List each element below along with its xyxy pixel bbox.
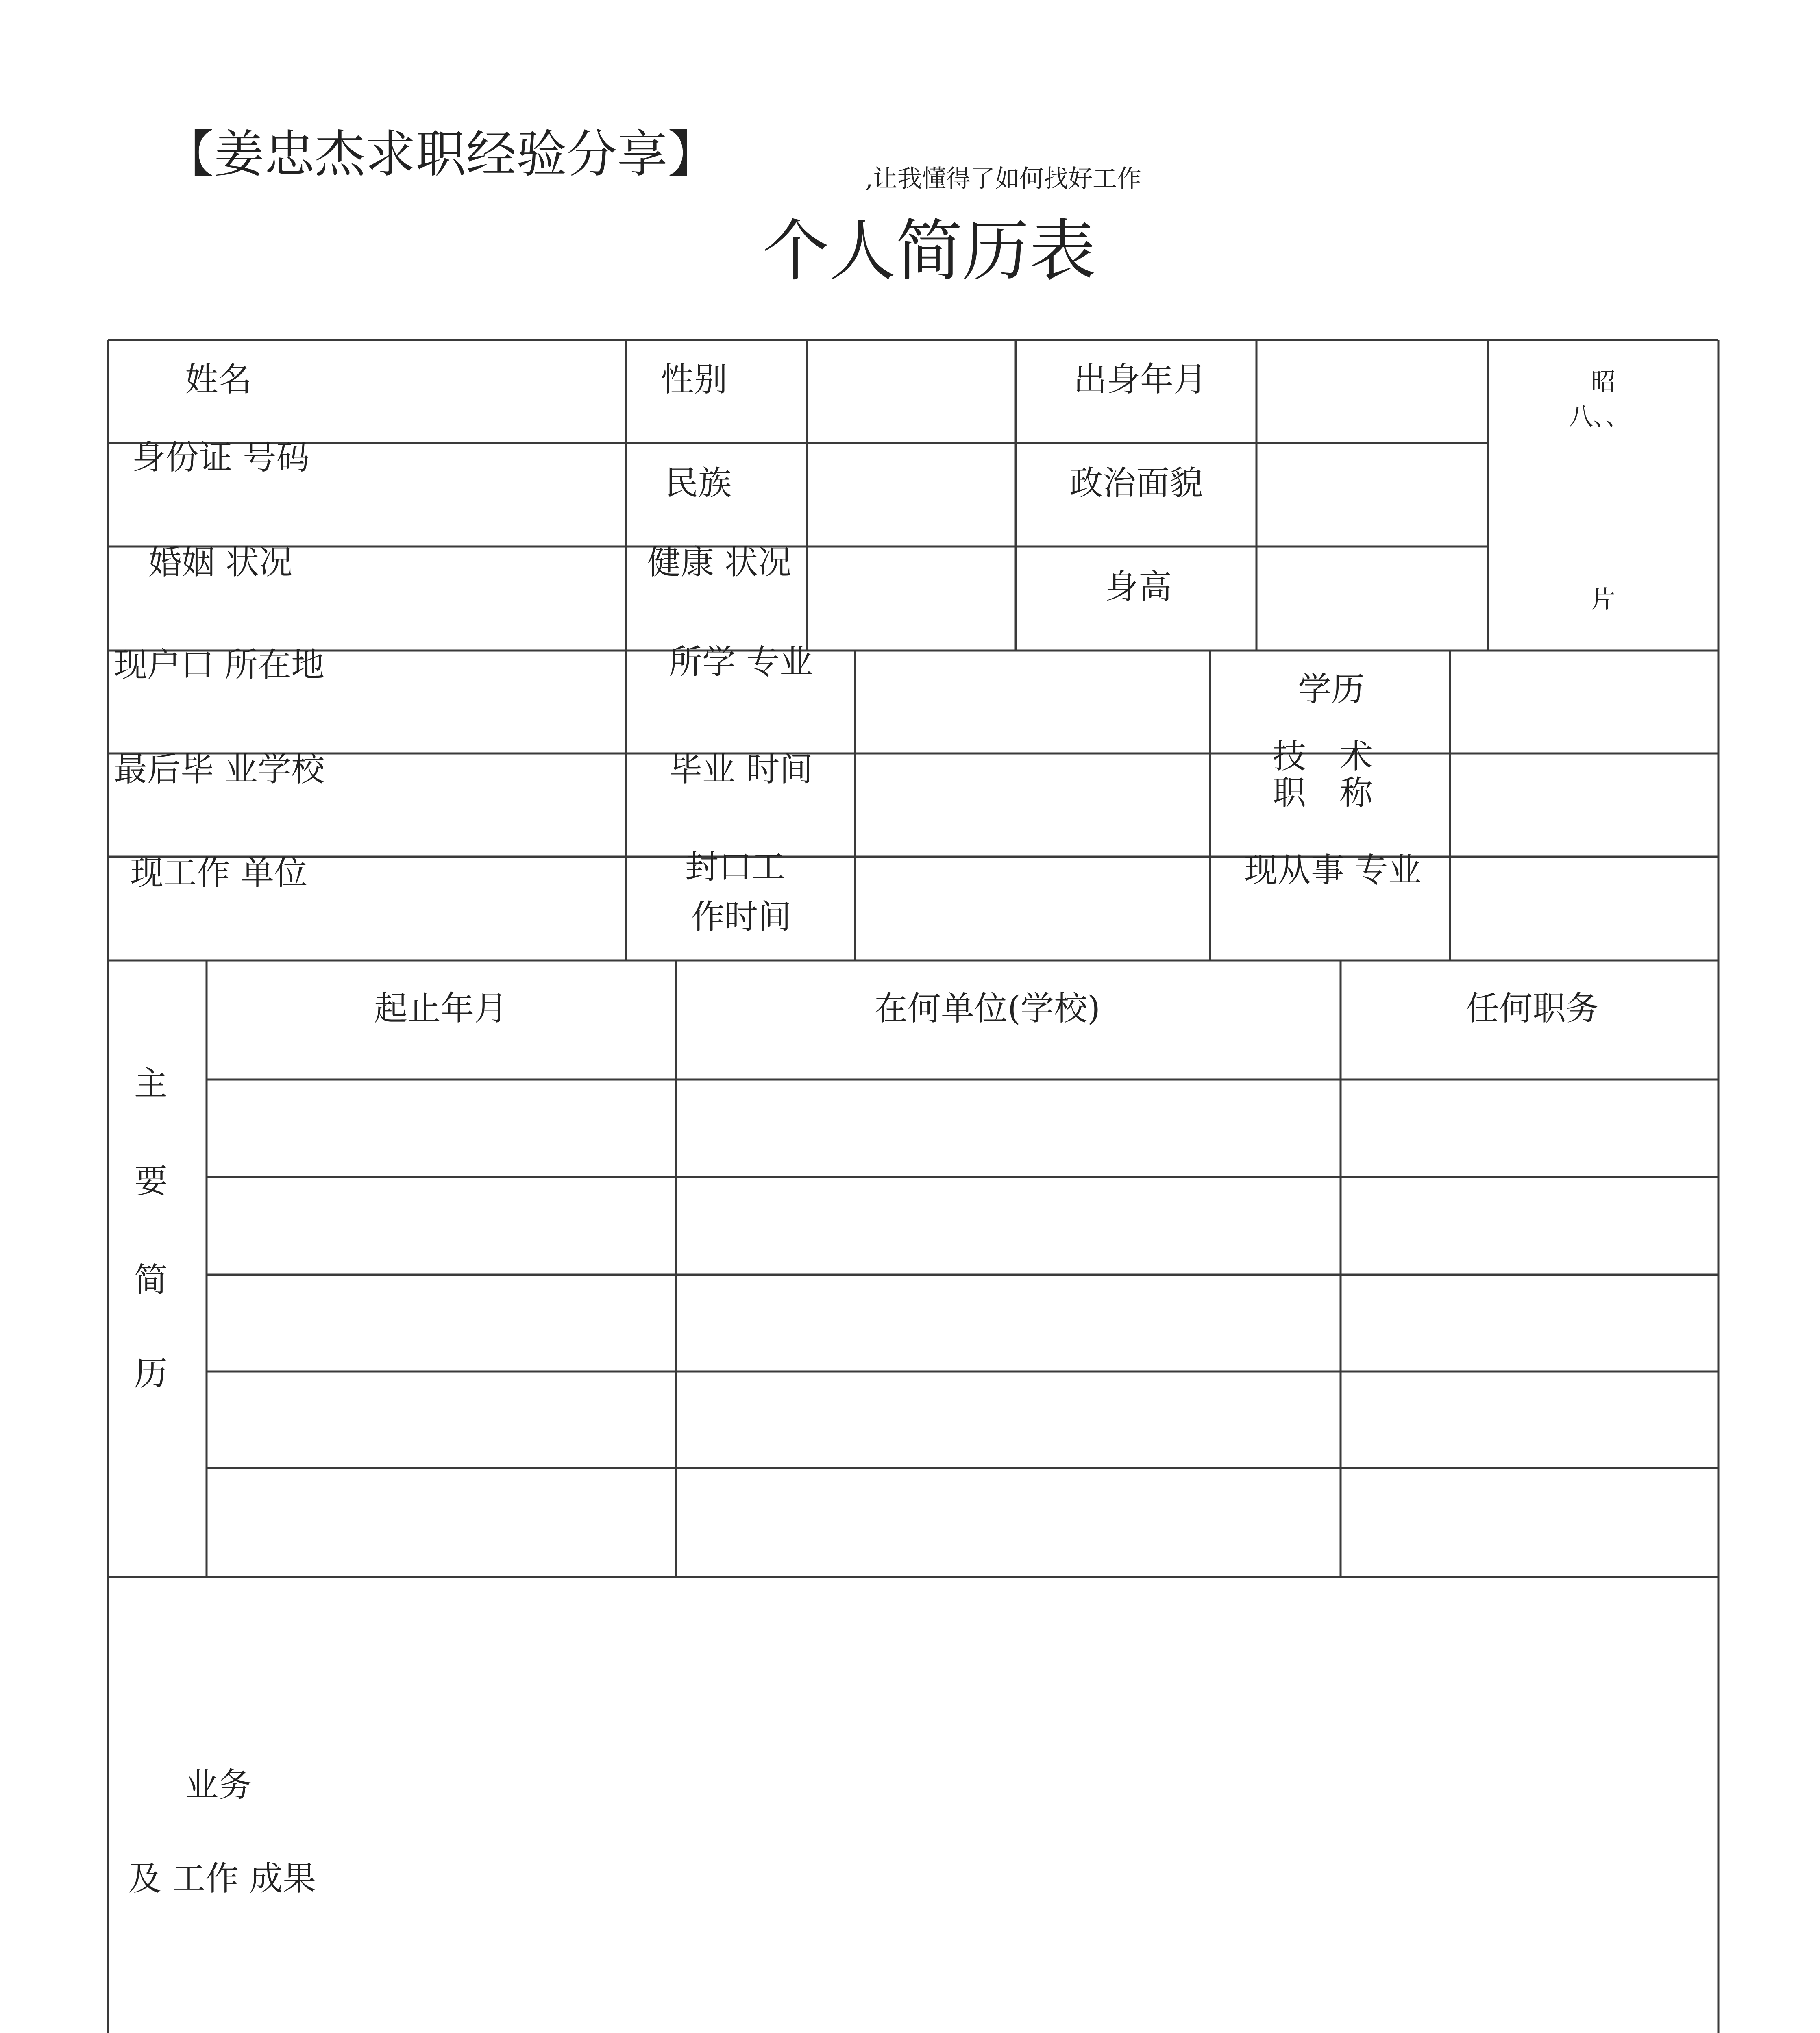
current-field-value-cell[interactable]: [1451, 858, 1717, 959]
label-ethnicity: 民族: [665, 464, 732, 503]
label-political-status: 政治面貌: [1069, 464, 1203, 503]
label-employer: 现工作 单位: [130, 854, 308, 892]
label-last-school: 最后毕 业学校: [114, 750, 325, 789]
label-hukou: 现户口 所在地: [114, 646, 325, 684]
degree-value-cell[interactable]: [1451, 652, 1717, 752]
health-status-value-cell[interactable]: [808, 548, 1014, 649]
label-achievements-1: 业务: [185, 1766, 252, 1804]
photo-label-3: 片: [1591, 586, 1615, 614]
resume-history-rows[interactable]: [208, 1081, 1717, 1576]
work-time-value-cell[interactable]: [856, 858, 1209, 959]
label-gender: 性别: [661, 360, 728, 399]
label-major: 所学 专业: [669, 643, 813, 681]
resume-side-char-3: 简: [134, 1261, 168, 1299]
photo-cell[interactable]: [1489, 341, 1717, 649]
resume-side-char-1: 主: [134, 1064, 168, 1103]
label-birth-date: 出身年月: [1073, 360, 1207, 399]
label-achievements-2: 及 工作 成果: [128, 1859, 316, 1898]
achievements-value-cell[interactable]: [109, 1578, 1717, 2033]
label-id-number: 身份证 号码: [132, 438, 310, 477]
column-header-unit: 在何单位(学校): [874, 989, 1100, 1028]
photo-label-1: 昭: [1591, 368, 1615, 396]
label-tech-title-2: 职 称: [1273, 774, 1373, 812]
label-work-time-2: 作时间: [691, 898, 792, 936]
graduation-time-value-cell[interactable]: [856, 755, 1209, 855]
label-name: 姓名: [185, 360, 252, 399]
label-degree: 学历: [1298, 670, 1365, 709]
height-value-cell[interactable]: [1258, 548, 1487, 649]
tech-title-value-cell[interactable]: [1451, 755, 1717, 855]
photo-label-2: 八、、: [1569, 403, 1630, 431]
page-title: 个人简历表: [762, 212, 1096, 290]
label-tech-title-1: 技 术: [1273, 737, 1373, 776]
banner-heading: 【姜忠杰求职经验分享】: [163, 125, 718, 184]
column-header-position: 任何职务: [1466, 989, 1600, 1028]
column-header-period: 起止年月: [374, 989, 508, 1028]
resume-side-char-2: 要: [134, 1162, 168, 1201]
gender-value-cell[interactable]: [808, 341, 1014, 442]
label-marital-status: 婚姻 状况: [148, 543, 293, 582]
tagline-text: ,让我懂得了如何找好工作: [865, 165, 1142, 193]
label-work-time-1: 封口工: [685, 848, 786, 886]
label-health-status: 健康 状况: [647, 543, 792, 582]
label-height: 身高: [1105, 568, 1172, 606]
ethnicity-value-cell[interactable]: [808, 444, 1014, 545]
birth-date-value-cell[interactable]: [1258, 341, 1487, 442]
major-value-cell[interactable]: [856, 652, 1209, 752]
political-status-value-cell[interactable]: [1258, 444, 1487, 545]
resume-side-char-4: 历: [134, 1354, 168, 1393]
label-current-field: 现从事 专业: [1244, 851, 1422, 890]
label-graduation-time: 毕业 时间: [669, 750, 813, 789]
